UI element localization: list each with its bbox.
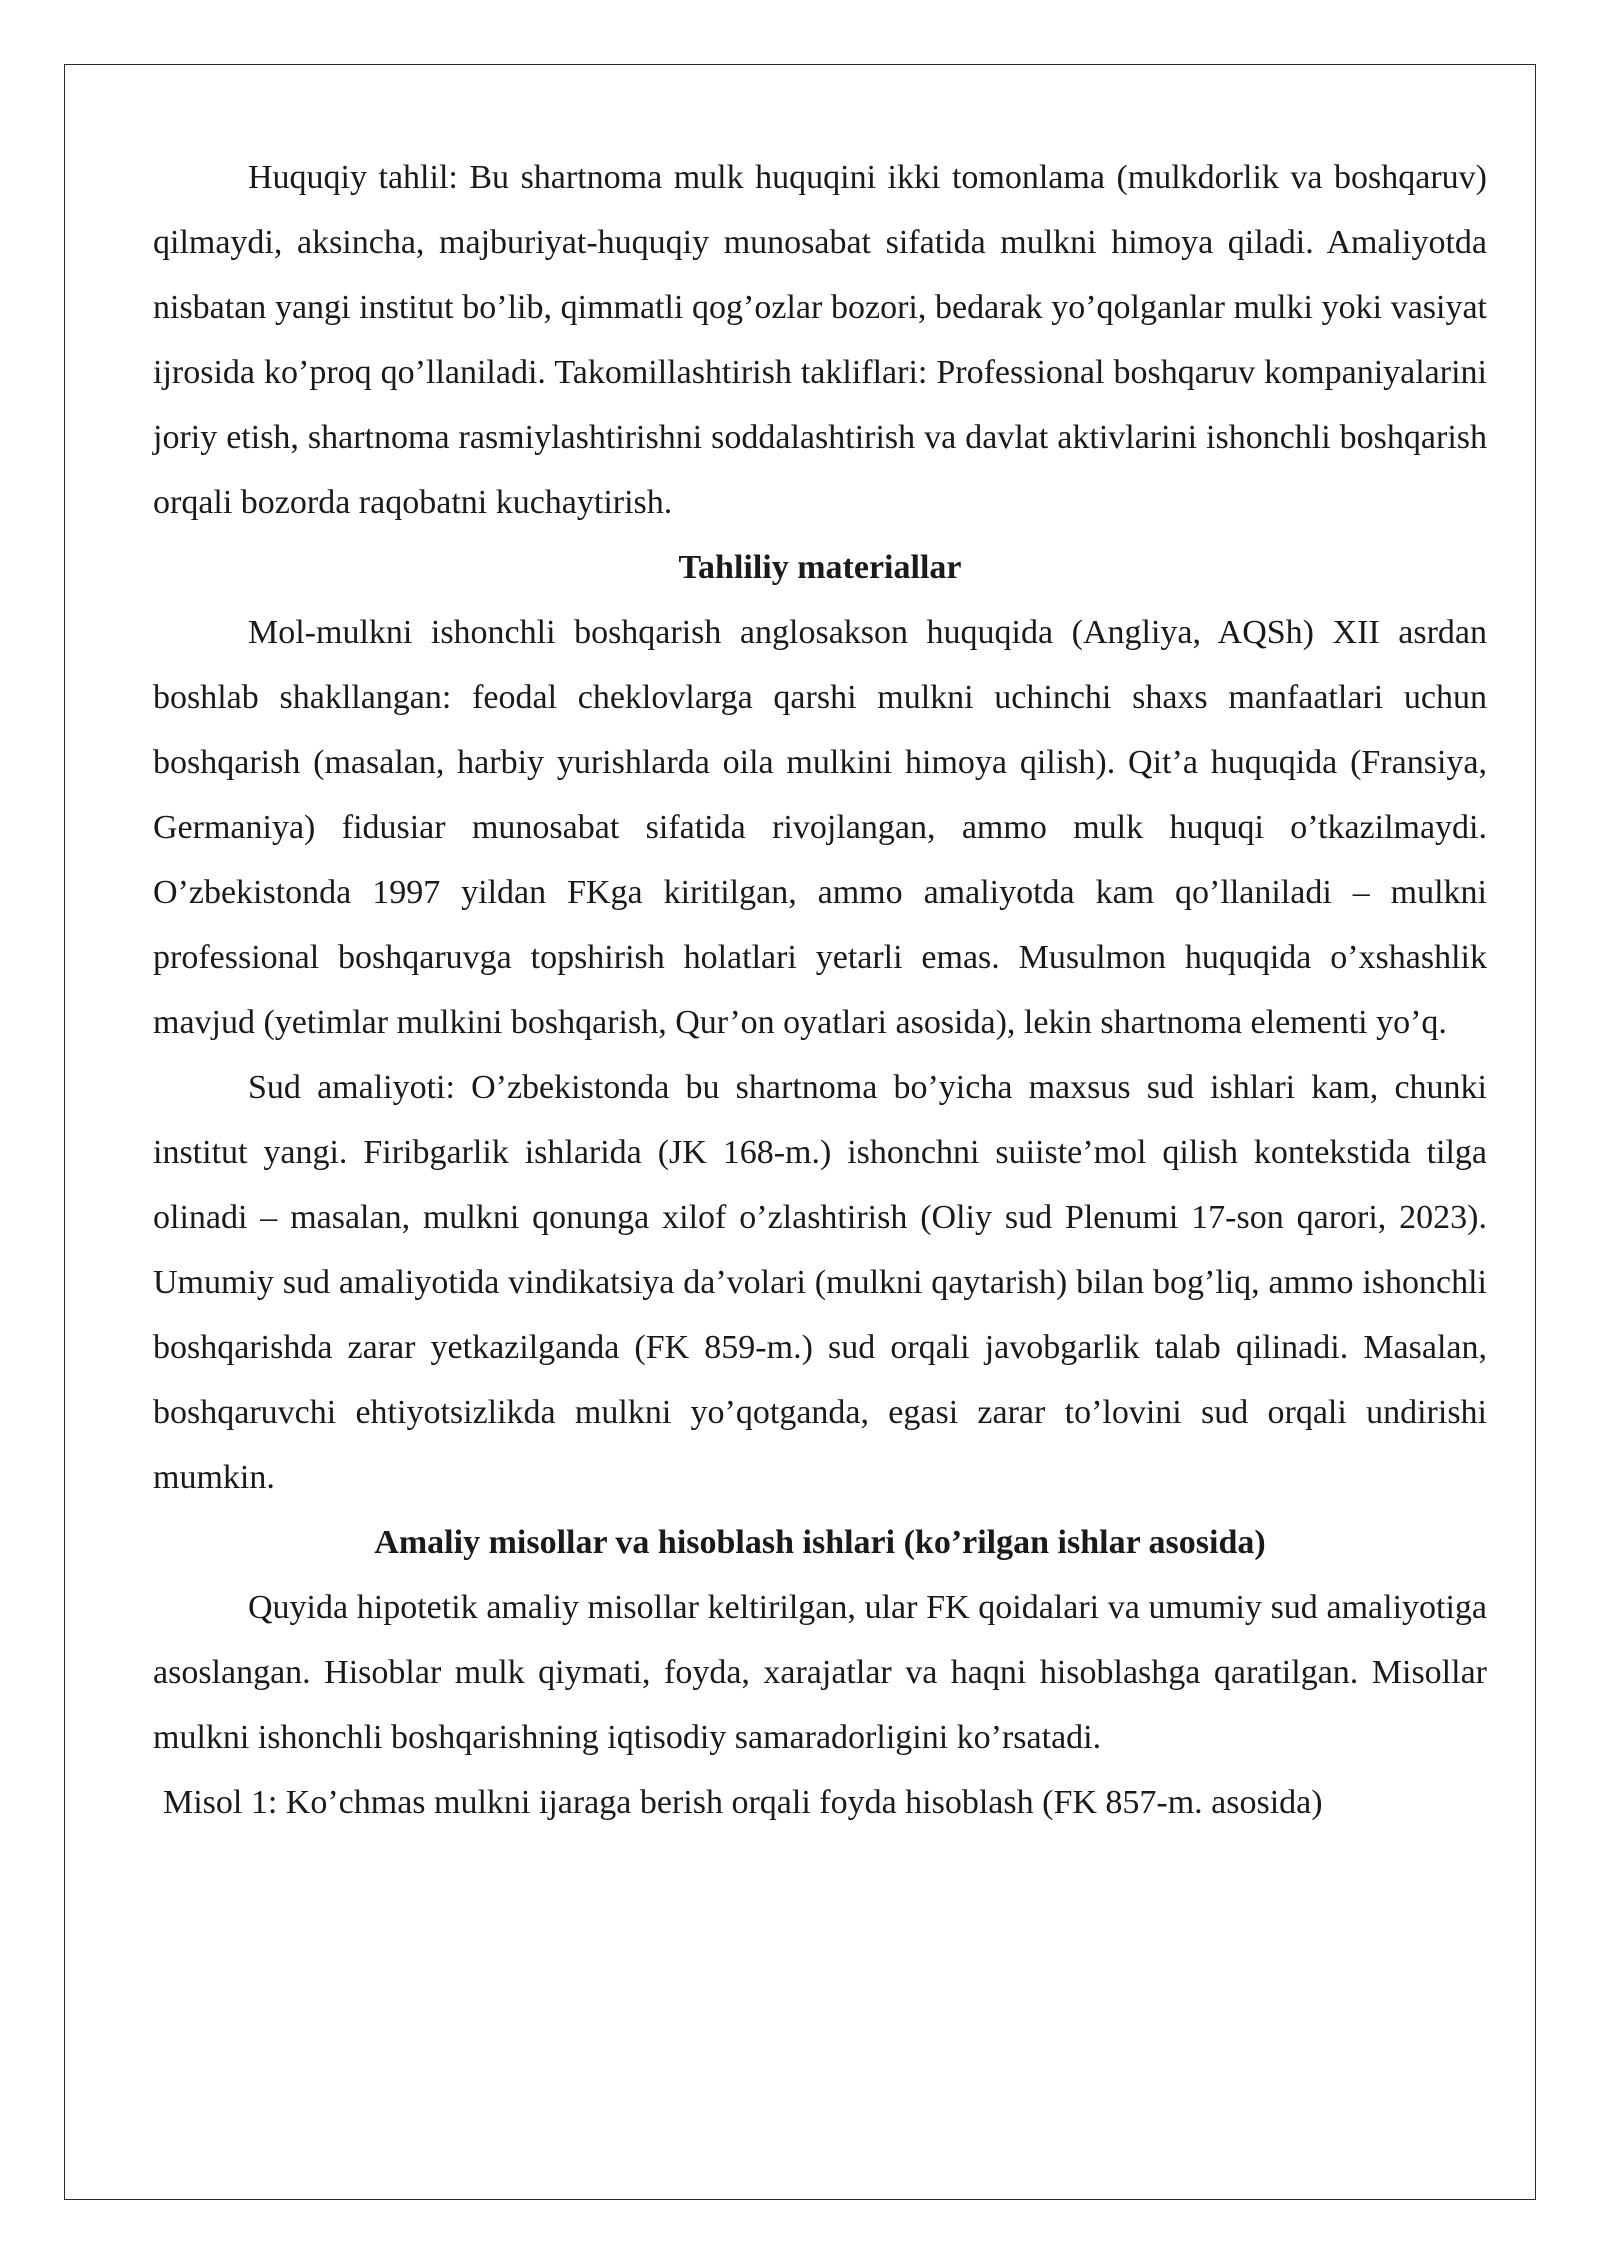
heading-practical-examples: Amaliy misollar va hisoblash ishlari (ko’rilgan ishlar asosida) [374, 1524, 1266, 1561]
paragraph-legal-analysis: Huquqiy tahlil: Bu shartnoma mulk huquqini ikki tomonlama (mulkdorlik va boshqaruv) qilmaydi, aksincha, majburiyat-huquqiy munosabat sifatida mulkni himoya qiladi. Amaliyotda nisbatan yangi institut bo’lib, qimmatli qog’ozlar bozori, bedarak yo’qolganlar mulki yoki vasiyat ijrosida ko’proq qo’llaniladi. Takomillashtirish takliflari: Professional boshqaruv kompaniyalarini joriy etish, shartnoma rasmiylashtirishni soddalashtirish va davlat aktivlarini ishonchli boshqarish orqali bozorda raqobatni kuchaytirish. [153, 159, 1487, 521]
paragraph-history: Mol-mulkni ishonchli boshqarish anglosakson huquqida (Angliya, AQSh) XII asrdan boshlab shakllangan: feodal cheklovlarga qarshi mulkni uchinchi shaxs manfaatlari uchun boshqarish (masalan, harbiy yurishlarda oila mulkini himoya qilish). Qit’a huquqida (Fransiya, Germaniya) fidusiar munosabat sifatida rivojlangan, ammo mulk huquqi o’tkazilmaydi. O’zbekistonda 1997 yildan FKga kiritilgan, ammo amaliyotda kam qo’llaniladi – mulkni professional boshqaruvga topshirish holatlari yetarli emas. Musulmon huquqida o’xshashlik mavjud (yetimlar mulkini boshqarish, Qur’on oyatlari asosida), lekin shartnoma elementi yo’q. [153, 614, 1487, 1041]
paragraph-court-practice: Sud amaliyoti: O’zbekistonda bu shartnoma bo’yicha maxsus sud ishlari kam, chunki institut yangi. Firibgarlik ishlarida (JK 168-m.) ishonchni suiiste’mol qilish kontekstida tilga olinadi – masalan, mulkni qonunga xilof o’zlashtirish (Oliy sud Plenumi 17-son qarori, 2023). Umumiy sud amaliyotida vindikatsiya da’volari (mulkni qaytarish) bilan bog’liq, ammo ishonchli boshqarishda zarar yetkazilganda (FK 859-m.) sud orqali javobgarlik talab qilinadi. Masalan, boshqaruvchi ehtiyotsizlikda mulkni yo’qotganda, egasi zarar to’lovini sud orqali undirishi mumkin. [153, 1069, 1487, 1496]
paragraph-examples-intro: Quyida hipotetik amaliy misollar keltirilgan, ular FK qoidalari va umumiy sud amaliyotiga asoslangan. Hisoblar mulk qiymati, foyda, xarajatlar va haqni hisoblashga qaratilgan. Misollar mulkni ishonchli boshqarishning iqtisodiy samaradorligini ko’rsatadi. [153, 1589, 1487, 1756]
document-body [153, 145, 1487, 1835]
heading-analytical-materials: Tahliliy materiallar [678, 549, 962, 586]
example-1-title: Misol 1: Ko’chmas mulkni ijaraga berish orqali foyda hisoblash (FK 857-m. asosida) [163, 1784, 1323, 1821]
